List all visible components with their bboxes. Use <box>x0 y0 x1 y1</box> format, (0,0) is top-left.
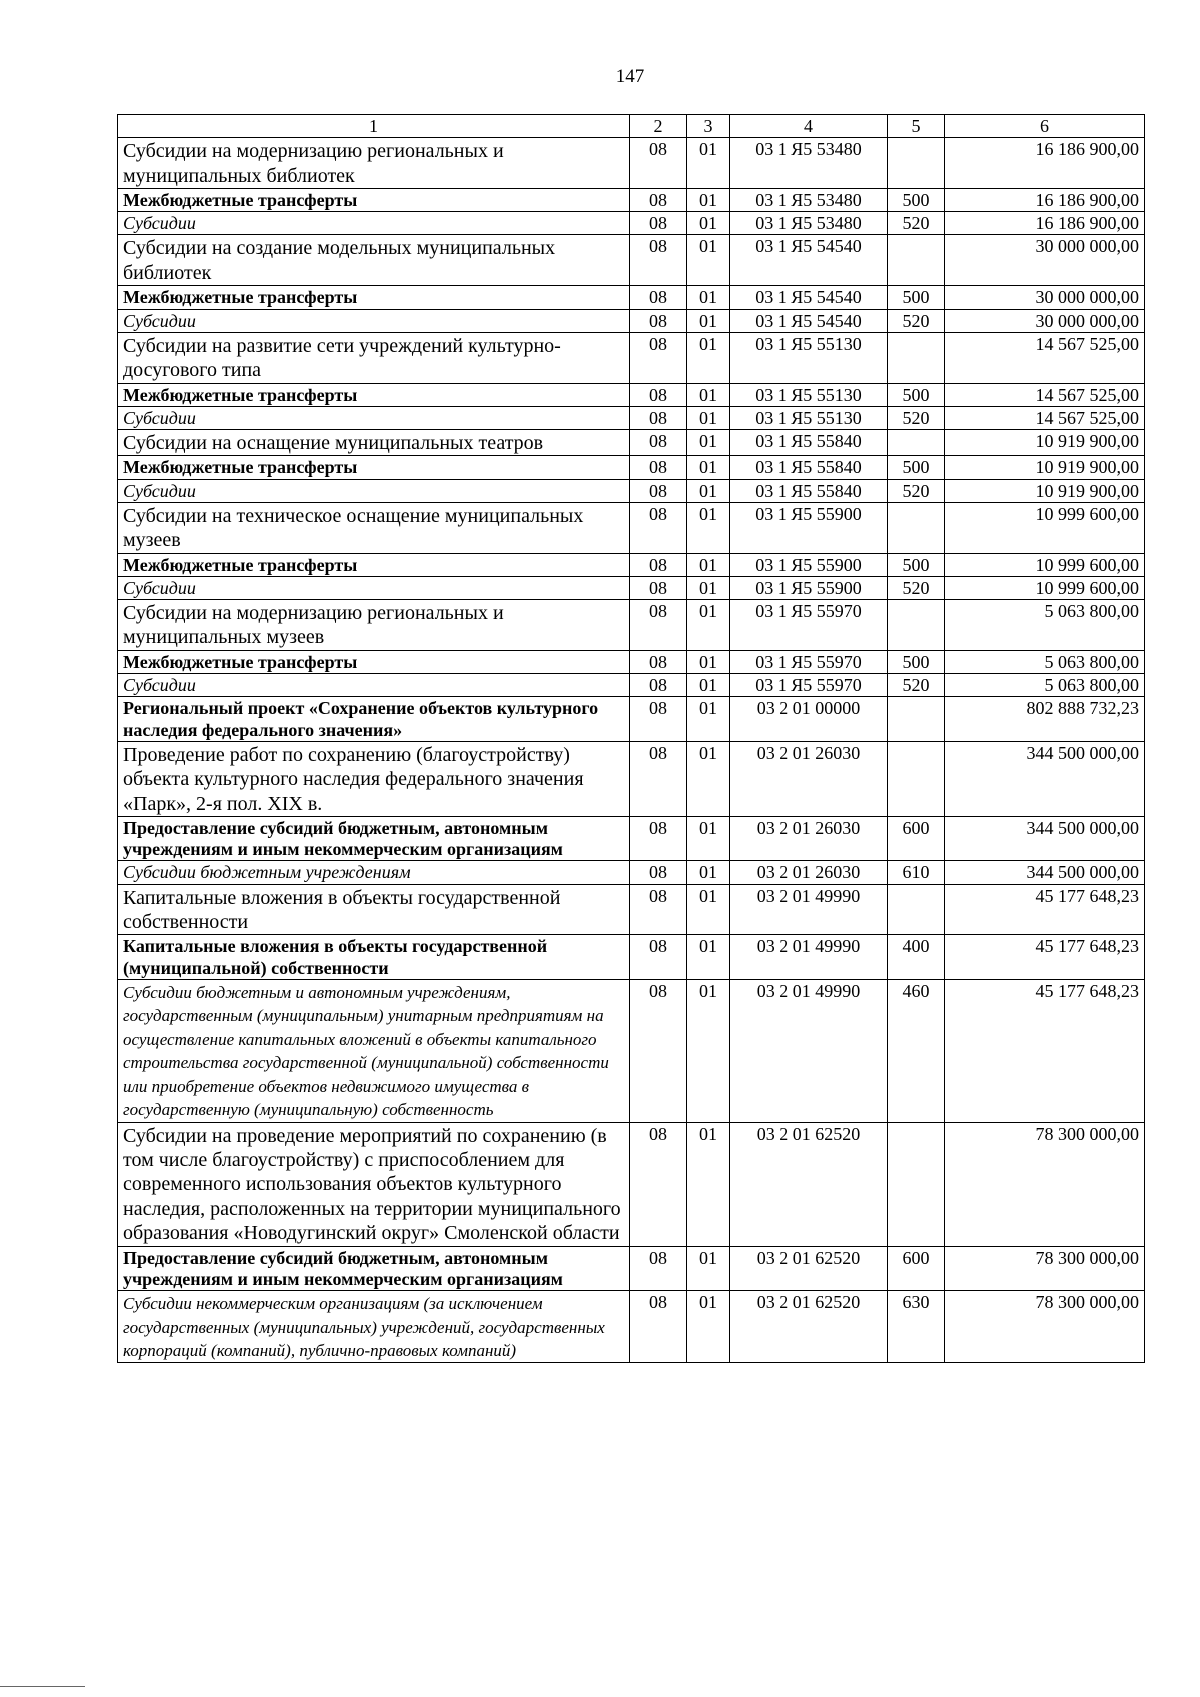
cell-subsection: 01 <box>687 332 730 383</box>
table-row <box>118 235 1145 286</box>
cell-subsection: 01 <box>687 1291 730 1363</box>
cell-expense-type: 600 <box>888 816 945 860</box>
cell-target-article: 03 1 Я5 55970 <box>730 674 888 697</box>
cell-target-article: 03 2 01 62520 <box>730 1246 888 1290</box>
cell-subsection: 01 <box>687 861 730 884</box>
cell-target-article: 03 2 01 49990 <box>730 884 888 935</box>
cell-amount: 14 567 525,00 <box>945 383 1145 406</box>
cell-target-article: 03 1 Я5 55130 <box>730 406 888 429</box>
cell-section: 08 <box>630 697 687 741</box>
cell-amount: 14 567 525,00 <box>945 406 1145 429</box>
table-row <box>118 456 1145 479</box>
cell-expense-type <box>888 600 945 651</box>
cell-target-article: 03 1 Я5 55900 <box>730 502 888 553</box>
footer-rule <box>0 1686 85 1687</box>
table-row <box>118 309 1145 332</box>
header-cell-expense-type: 5 <box>888 115 945 138</box>
budget-table <box>117 114 1145 1363</box>
cell-section: 08 <box>630 1291 687 1363</box>
cell-amount: 16 186 900,00 <box>945 138 1145 189</box>
table-row <box>118 406 1145 429</box>
header-cell-subsection: 3 <box>687 115 730 138</box>
table-row <box>118 816 1145 860</box>
cell-section: 08 <box>630 576 687 599</box>
cell-expense-type: 520 <box>888 406 945 429</box>
cell-name: Субсидии на техническое оснащение муниципальных музеев <box>118 502 630 553</box>
cell-subsection: 01 <box>687 884 730 935</box>
cell-amount: 5 063 800,00 <box>945 650 1145 673</box>
cell-subsection: 01 <box>687 479 730 502</box>
cell-section: 08 <box>630 212 687 235</box>
cell-subsection: 01 <box>687 1122 730 1246</box>
cell-subsection: 01 <box>687 189 730 212</box>
cell-target-article: 03 1 Я5 54540 <box>730 309 888 332</box>
cell-target-article: 03 2 01 62520 <box>730 1291 888 1363</box>
table-row <box>118 479 1145 502</box>
table-row <box>118 1246 1145 1290</box>
cell-expense-type <box>888 235 945 286</box>
cell-target-article: 03 2 01 49990 <box>730 935 888 979</box>
cell-name: Субсидии на оснащение муниципальных театров <box>118 429 630 455</box>
cell-name: Межбюджетные трансферты <box>118 383 630 406</box>
table-row <box>118 1122 1145 1246</box>
cell-section: 08 <box>630 286 687 309</box>
cell-subsection: 01 <box>687 553 730 576</box>
cell-target-article: 03 1 Я5 55970 <box>730 600 888 651</box>
cell-subsection: 01 <box>687 429 730 455</box>
table-row <box>118 741 1145 816</box>
cell-expense-type: 500 <box>888 553 945 576</box>
cell-section: 08 <box>630 429 687 455</box>
cell-section: 08 <box>630 884 687 935</box>
cell-target-article: 03 2 01 62520 <box>730 1122 888 1246</box>
page-number: 147 <box>615 66 645 87</box>
cell-expense-type <box>888 332 945 383</box>
cell-target-article: 03 1 Я5 55840 <box>730 479 888 502</box>
cell-name: Межбюджетные трансферты <box>118 456 630 479</box>
cell-name: Субсидии на создание модельных муниципальных библиотек <box>118 235 630 286</box>
cell-expense-type: 610 <box>888 861 945 884</box>
cell-amount: 10 999 600,00 <box>945 553 1145 576</box>
table-row <box>118 935 1145 979</box>
cell-subsection: 01 <box>687 697 730 741</box>
cell-section: 08 <box>630 332 687 383</box>
cell-amount: 10 999 600,00 <box>945 502 1145 553</box>
cell-target-article: 03 1 Я5 53480 <box>730 189 888 212</box>
header-cell-section: 2 <box>630 115 687 138</box>
cell-expense-type <box>888 884 945 935</box>
cell-name: Проведение работ по сохранению (благоустройству) объекта культурного наследия федерального значения «Парк», 2-я пол. XIX в. <box>118 741 630 816</box>
cell-subsection: 01 <box>687 650 730 673</box>
cell-target-article: 03 1 Я5 55130 <box>730 332 888 383</box>
cell-subsection: 01 <box>687 456 730 479</box>
cell-name: Субсидии бюджетным учреждениям <box>118 861 630 884</box>
cell-subsection: 01 <box>687 235 730 286</box>
cell-target-article: 03 1 Я5 55130 <box>730 383 888 406</box>
cell-expense-type <box>888 502 945 553</box>
cell-subsection: 01 <box>687 309 730 332</box>
header-cell-name: 1 <box>118 115 630 138</box>
cell-name: Капитальные вложения в объекты государственной собственности <box>118 884 630 935</box>
cell-name: Субсидии <box>118 212 630 235</box>
cell-expense-type: 400 <box>888 935 945 979</box>
table-row <box>118 674 1145 697</box>
table-row <box>118 429 1145 455</box>
cell-amount: 10 919 900,00 <box>945 429 1145 455</box>
cell-subsection: 01 <box>687 212 730 235</box>
table-row <box>118 979 1145 1122</box>
cell-section: 08 <box>630 650 687 673</box>
cell-amount: 78 300 000,00 <box>945 1246 1145 1290</box>
cell-amount: 45 177 648,23 <box>945 884 1145 935</box>
table-row <box>118 138 1145 189</box>
cell-expense-type <box>888 138 945 189</box>
cell-expense-type: 500 <box>888 383 945 406</box>
header-cell-target-article: 4 <box>730 115 888 138</box>
cell-expense-type: 520 <box>888 309 945 332</box>
cell-name: Предоставление субсидий бюджетным, автономным учреждениям и иным некоммерческим организациям <box>118 1246 630 1290</box>
table-row <box>118 884 1145 935</box>
cell-section: 08 <box>630 235 687 286</box>
cell-section: 08 <box>630 674 687 697</box>
cell-expense-type <box>888 741 945 816</box>
cell-section: 08 <box>630 189 687 212</box>
cell-target-article: 03 1 Я5 55970 <box>730 650 888 673</box>
cell-name: Субсидии бюджетным и автономным учреждениям, государственным (муниципальным) унитарным предприятиям на осуществление капитальных вложений в объекты капитального строительства государственной (муниципальной) собственности или приобретение объектов недвижимого имущества в государственную (муниципальную) собственность <box>118 979 630 1122</box>
cell-target-article: 03 2 01 26030 <box>730 741 888 816</box>
cell-subsection: 01 <box>687 600 730 651</box>
cell-amount: 344 500 000,00 <box>945 741 1145 816</box>
cell-amount: 802 888 732,23 <box>945 697 1145 741</box>
cell-target-article: 03 1 Я5 55840 <box>730 429 888 455</box>
cell-section: 08 <box>630 816 687 860</box>
cell-target-article: 03 1 Я5 53480 <box>730 138 888 189</box>
cell-name: Субсидии <box>118 406 630 429</box>
cell-amount: 30 000 000,00 <box>945 286 1145 309</box>
cell-target-article: 03 2 01 26030 <box>730 861 888 884</box>
cell-amount: 10 919 900,00 <box>945 479 1145 502</box>
cell-name: Межбюджетные трансферты <box>118 189 630 212</box>
cell-name: Субсидии на развитие сети учреждений культурно-досугового типа <box>118 332 630 383</box>
cell-amount: 45 177 648,23 <box>945 979 1145 1122</box>
cell-amount: 30 000 000,00 <box>945 235 1145 286</box>
table-row <box>118 286 1145 309</box>
cell-amount: 10 999 600,00 <box>945 576 1145 599</box>
cell-amount: 45 177 648,23 <box>945 935 1145 979</box>
cell-expense-type: 520 <box>888 212 945 235</box>
cell-subsection: 01 <box>687 816 730 860</box>
cell-name: Субсидии <box>118 576 630 599</box>
cell-section: 08 <box>630 406 687 429</box>
cell-amount: 5 063 800,00 <box>945 674 1145 697</box>
cell-section: 08 <box>630 479 687 502</box>
cell-target-article: 03 2 01 49990 <box>730 979 888 1122</box>
cell-expense-type: 630 <box>888 1291 945 1363</box>
cell-subsection: 01 <box>687 674 730 697</box>
cell-name: Субсидии некоммерческим организациям (за исключением государственных (муниципальных) учреждений, государственных корпораций (компаний), публично-правовых компаний) <box>118 1291 630 1363</box>
cell-subsection: 01 <box>687 576 730 599</box>
cell-section: 08 <box>630 553 687 576</box>
cell-target-article: 03 1 Я5 55900 <box>730 553 888 576</box>
table-row <box>118 650 1145 673</box>
cell-name: Региональный проект «Сохранение объектов культурного наследия федерального значения» <box>118 697 630 741</box>
cell-subsection: 01 <box>687 138 730 189</box>
table-row <box>118 383 1145 406</box>
cell-amount: 16 186 900,00 <box>945 212 1145 235</box>
cell-section: 08 <box>630 502 687 553</box>
table-body <box>118 138 1145 1363</box>
cell-subsection: 01 <box>687 406 730 429</box>
cell-expense-type: 520 <box>888 576 945 599</box>
cell-target-article: 03 1 Я5 54540 <box>730 235 888 286</box>
cell-name: Предоставление субсидий бюджетным, автономным учреждениям и иным некоммерческим организациям <box>118 816 630 860</box>
cell-subsection: 01 <box>687 741 730 816</box>
cell-subsection: 01 <box>687 383 730 406</box>
cell-expense-type: 520 <box>888 479 945 502</box>
cell-name: Субсидии <box>118 479 630 502</box>
cell-section: 08 <box>630 138 687 189</box>
cell-amount: 5 063 800,00 <box>945 600 1145 651</box>
cell-expense-type: 460 <box>888 979 945 1122</box>
cell-amount: 14 567 525,00 <box>945 332 1145 383</box>
cell-subsection: 01 <box>687 1246 730 1290</box>
cell-section: 08 <box>630 1246 687 1290</box>
cell-target-article: 03 2 01 00000 <box>730 697 888 741</box>
cell-subsection: 01 <box>687 935 730 979</box>
cell-target-article: 03 1 Я5 55840 <box>730 456 888 479</box>
cell-name: Межбюджетные трансферты <box>118 650 630 673</box>
table-row <box>118 600 1145 651</box>
cell-section: 08 <box>630 1122 687 1246</box>
cell-name: Субсидии на проведение мероприятий по сохранению (в том числе благоустройству) с приспособлением для современного использования объектов культурного наследия, расположенных на территории муниципального образования «Новодугинский округ» Смоленской области <box>118 1122 630 1246</box>
cell-subsection: 01 <box>687 979 730 1122</box>
cell-name: Межбюджетные трансферты <box>118 553 630 576</box>
cell-amount: 78 300 000,00 <box>945 1122 1145 1246</box>
table-row <box>118 861 1145 884</box>
cell-name: Субсидии на модернизацию региональных и муниципальных библиотек <box>118 138 630 189</box>
cell-name: Субсидии <box>118 309 630 332</box>
cell-expense-type: 500 <box>888 189 945 212</box>
cell-section: 08 <box>630 741 687 816</box>
cell-amount: 16 186 900,00 <box>945 189 1145 212</box>
cell-amount: 344 500 000,00 <box>945 816 1145 860</box>
cell-section: 08 <box>630 456 687 479</box>
cell-expense-type <box>888 1122 945 1246</box>
cell-expense-type <box>888 697 945 741</box>
cell-expense-type: 520 <box>888 674 945 697</box>
table-row <box>118 502 1145 553</box>
cell-amount: 344 500 000,00 <box>945 861 1145 884</box>
cell-subsection: 01 <box>687 286 730 309</box>
cell-expense-type: 500 <box>888 456 945 479</box>
table-row <box>118 553 1145 576</box>
cell-name: Субсидии <box>118 674 630 697</box>
table-row <box>118 332 1145 383</box>
header-cell-amount: 6 <box>945 115 1145 138</box>
cell-name: Межбюджетные трансферты <box>118 286 630 309</box>
cell-amount: 10 919 900,00 <box>945 456 1145 479</box>
table-row <box>118 697 1145 741</box>
cell-expense-type: 500 <box>888 286 945 309</box>
cell-expense-type: 500 <box>888 650 945 673</box>
cell-expense-type: 600 <box>888 1246 945 1290</box>
cell-amount: 78 300 000,00 <box>945 1291 1145 1363</box>
cell-subsection: 01 <box>687 502 730 553</box>
table-row <box>118 576 1145 599</box>
cell-amount: 30 000 000,00 <box>945 309 1145 332</box>
cell-target-article: 03 1 Я5 53480 <box>730 212 888 235</box>
cell-name: Субсидии на модернизацию региональных и муниципальных музеев <box>118 600 630 651</box>
cell-target-article: 03 1 Я5 54540 <box>730 286 888 309</box>
table-row <box>118 1291 1145 1363</box>
cell-section: 08 <box>630 861 687 884</box>
table-header-row <box>118 115 1145 138</box>
cell-expense-type <box>888 429 945 455</box>
cell-name: Капитальные вложения в объекты государственной (муниципальной) собственности <box>118 935 630 979</box>
cell-target-article: 03 2 01 26030 <box>730 816 888 860</box>
cell-section: 08 <box>630 383 687 406</box>
cell-section: 08 <box>630 309 687 332</box>
cell-section: 08 <box>630 935 687 979</box>
cell-section: 08 <box>630 600 687 651</box>
table-row <box>118 212 1145 235</box>
table-row <box>118 189 1145 212</box>
cell-target-article: 03 1 Я5 55900 <box>730 576 888 599</box>
cell-section: 08 <box>630 979 687 1122</box>
